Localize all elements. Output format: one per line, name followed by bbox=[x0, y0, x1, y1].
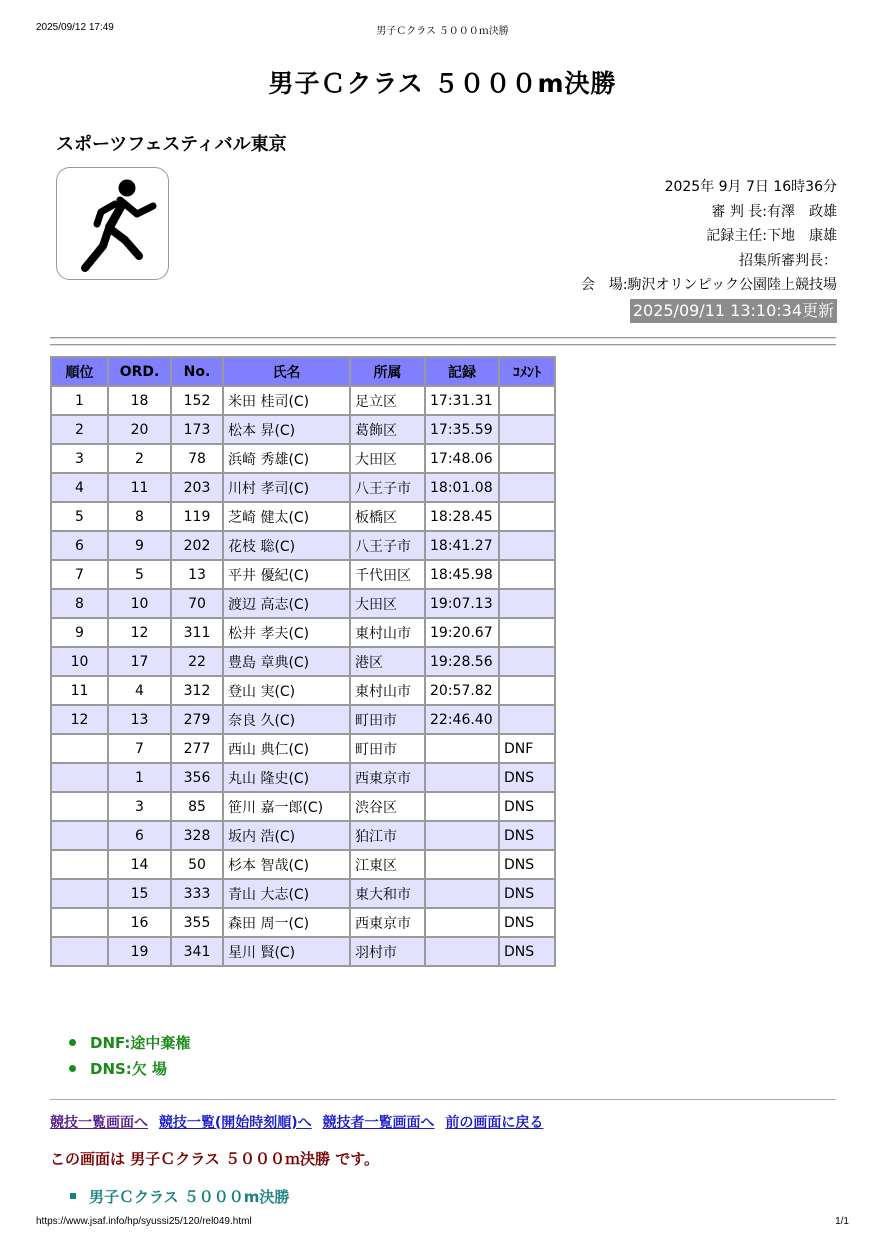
table-row bbox=[51, 560, 555, 589]
name-cell: 豊島 章典(C) bbox=[223, 647, 350, 676]
affiliation-cell: 西東京市 bbox=[350, 908, 425, 937]
bib-cell: 333 bbox=[171, 879, 223, 908]
table-row bbox=[51, 908, 555, 937]
record-cell: 17:48.06 bbox=[425, 444, 499, 473]
affiliation-cell: 八王子市 bbox=[350, 531, 425, 560]
bib-cell: 85 bbox=[171, 792, 223, 821]
record-cell: 19:28.56 bbox=[425, 647, 499, 676]
ord-cell: 14 bbox=[108, 850, 171, 879]
comment-cell: DNS bbox=[499, 879, 555, 908]
table-row bbox=[51, 473, 555, 502]
table-row bbox=[51, 502, 555, 531]
ord-cell: 9 bbox=[108, 531, 171, 560]
rank-cell: 8 bbox=[51, 589, 108, 618]
rank-cell: 1 bbox=[51, 386, 108, 415]
logo bbox=[56, 167, 169, 280]
name-cell: 松井 孝夫(C) bbox=[223, 618, 350, 647]
header-comment: ｺﾒﾝﾄ bbox=[499, 357, 555, 386]
ord-cell: 15 bbox=[108, 879, 171, 908]
bib-cell: 202 bbox=[171, 531, 223, 560]
rank-cell bbox=[51, 821, 108, 850]
rank-cell: 7 bbox=[51, 560, 108, 589]
header-no: No. bbox=[171, 357, 223, 386]
comment-cell bbox=[499, 473, 555, 502]
comment-cell: DNS bbox=[499, 908, 555, 937]
name-cell: 平井 優紀(C) bbox=[223, 560, 350, 589]
record-cell bbox=[425, 850, 499, 879]
results-body bbox=[51, 386, 555, 966]
rank-cell: 6 bbox=[51, 531, 108, 560]
runner-icon bbox=[57, 168, 170, 281]
bib-cell: 311 bbox=[171, 618, 223, 647]
affiliation-cell: 町田市 bbox=[350, 705, 425, 734]
comment-cell bbox=[499, 502, 555, 531]
table-row bbox=[51, 415, 555, 444]
name-cell: 浜崎 秀雄(C) bbox=[223, 444, 350, 473]
name-cell: 杉本 智哉(C) bbox=[223, 850, 350, 879]
affiliation-cell: 東大和市 bbox=[350, 879, 425, 908]
table-row bbox=[51, 589, 555, 618]
print-datetime: 2025/09/12 17:49 bbox=[36, 22, 114, 33]
rank-cell: 4 bbox=[51, 473, 108, 502]
updated-badge: 2025/09/11 13:10:34更新 bbox=[630, 299, 837, 323]
bib-cell: 277 bbox=[171, 734, 223, 763]
ord-cell: 2 bbox=[108, 444, 171, 473]
table-row bbox=[51, 879, 555, 908]
bib-cell: 152 bbox=[171, 386, 223, 415]
comment-cell bbox=[499, 386, 555, 415]
table-row bbox=[51, 734, 555, 763]
comment-cell: DNS bbox=[499, 821, 555, 850]
header-record: 記録 bbox=[425, 357, 499, 386]
meet-name: スポーツフェスティバル東京 bbox=[56, 134, 287, 155]
record-cell: 18:45.98 bbox=[425, 560, 499, 589]
record-cell: 17:31.31 bbox=[425, 386, 499, 415]
meet-info bbox=[581, 175, 837, 324]
ord-cell: 20 bbox=[108, 415, 171, 444]
name-cell: 森田 周一(C) bbox=[223, 908, 350, 937]
rank-cell: 2 bbox=[51, 415, 108, 444]
record-cell bbox=[425, 792, 499, 821]
ord-cell: 19 bbox=[108, 937, 171, 966]
table-header-row bbox=[51, 357, 555, 386]
bib-cell: 13 bbox=[171, 560, 223, 589]
page-title: 男子Ｃクラス ５０００m決勝 bbox=[268, 69, 617, 98]
bib-cell: 312 bbox=[171, 676, 223, 705]
divider bbox=[50, 1099, 836, 1100]
results-table bbox=[50, 356, 556, 967]
bib-cell: 203 bbox=[171, 473, 223, 502]
affiliation-cell: 江東区 bbox=[350, 850, 425, 879]
ord-cell: 10 bbox=[108, 589, 171, 618]
affiliation-cell: 大田区 bbox=[350, 589, 425, 618]
referee: 審 判 長:有澤 政雄 bbox=[711, 203, 837, 220]
ord-cell: 6 bbox=[108, 821, 171, 850]
ord-cell: 8 bbox=[108, 502, 171, 531]
comment-cell: DNS bbox=[499, 937, 555, 966]
legend-list bbox=[60, 1030, 190, 1082]
header-name: 氏名 bbox=[223, 357, 350, 386]
rank-cell: 10 bbox=[51, 647, 108, 676]
legend-dnf: DNF:途中棄権 bbox=[60, 1030, 190, 1056]
nav-links bbox=[50, 1112, 549, 1132]
name-cell: 松本 昇(C) bbox=[223, 415, 350, 444]
affiliation-cell: 千代田区 bbox=[350, 560, 425, 589]
name-cell: 青山 大志(C) bbox=[223, 879, 350, 908]
comment-cell bbox=[499, 444, 555, 473]
record-cell: 18:28.45 bbox=[425, 502, 499, 531]
ord-cell: 17 bbox=[108, 647, 171, 676]
call-referee: 招集所審判長： bbox=[739, 252, 837, 269]
comment-cell bbox=[499, 589, 555, 618]
name-cell: 西山 典仁(C) bbox=[223, 734, 350, 763]
table-row bbox=[51, 386, 555, 415]
affiliation-cell: 港区 bbox=[350, 647, 425, 676]
print-url: https://www.jsaf.info/hp/syussi25/120/rel049.html bbox=[36, 1216, 252, 1227]
print-page: 1/1 bbox=[835, 1216, 849, 1227]
name-cell: 奈良 久(C) bbox=[223, 705, 350, 734]
comment-cell bbox=[499, 618, 555, 647]
name-cell: 登山 実(C) bbox=[223, 676, 350, 705]
record-cell: 22:46.40 bbox=[425, 705, 499, 734]
rank-cell bbox=[51, 734, 108, 763]
record-cell bbox=[425, 734, 499, 763]
rank-cell: 5 bbox=[51, 502, 108, 531]
affiliation-cell: 狛江市 bbox=[350, 821, 425, 850]
name-cell: 川村 孝司(C) bbox=[223, 473, 350, 502]
bib-cell: 328 bbox=[171, 821, 223, 850]
divider bbox=[50, 344, 836, 346]
record-cell bbox=[425, 879, 499, 908]
table-row bbox=[51, 531, 555, 560]
comment-cell bbox=[499, 676, 555, 705]
square-bullet-icon bbox=[70, 1193, 76, 1199]
bib-cell: 50 bbox=[171, 850, 223, 879]
ord-cell: 3 bbox=[108, 792, 171, 821]
ord-cell: 16 bbox=[108, 908, 171, 937]
comment-cell: DNF bbox=[499, 734, 555, 763]
rank-cell: 3 bbox=[51, 444, 108, 473]
ord-cell: 4 bbox=[108, 676, 171, 705]
record-cell bbox=[425, 937, 499, 966]
name-cell: 花枝 聡(C) bbox=[223, 531, 350, 560]
record-cell bbox=[425, 821, 499, 850]
name-cell: 渡辺 高志(C) bbox=[223, 589, 350, 618]
comment-cell: DNS bbox=[499, 850, 555, 879]
affiliation-cell: 町田市 bbox=[350, 734, 425, 763]
sub-item bbox=[70, 1186, 289, 1207]
bib-cell: 356 bbox=[171, 763, 223, 792]
name-cell: 丸山 隆史(C) bbox=[223, 763, 350, 792]
table-row bbox=[51, 705, 555, 734]
ord-cell: 5 bbox=[108, 560, 171, 589]
comment-cell bbox=[499, 560, 555, 589]
rank-cell bbox=[51, 792, 108, 821]
rank-cell bbox=[51, 908, 108, 937]
ord-cell: 1 bbox=[108, 763, 171, 792]
header-ord: ORD. bbox=[108, 357, 171, 386]
affiliation-cell: 羽村市 bbox=[350, 937, 425, 966]
affiliation-cell: 東村山市 bbox=[350, 618, 425, 647]
affiliation-cell: 東村山市 bbox=[350, 676, 425, 705]
bib-cell: 279 bbox=[171, 705, 223, 734]
print-title: 男子Ｃクラス ５０００ｍ決勝 bbox=[376, 26, 509, 37]
comment-cell bbox=[499, 415, 555, 444]
rank-cell bbox=[51, 850, 108, 879]
event-list-link[interactable]: 競技一覧画面へ bbox=[50, 1115, 148, 1131]
rank-cell bbox=[51, 937, 108, 966]
table-row bbox=[51, 850, 555, 879]
sub-item-label: 男子Ｃクラス ５０００m決勝 bbox=[89, 1188, 290, 1206]
recorder: 記録主任:下地 康雄 bbox=[706, 228, 837, 244]
bib-cell: 70 bbox=[171, 589, 223, 618]
affiliation-cell: 足立区 bbox=[350, 386, 425, 415]
comment-cell bbox=[499, 705, 555, 734]
venue: 会 場:駒沢オリンピック公園陸上競技場 bbox=[580, 277, 837, 293]
name-cell: 笹川 嘉一郎(C) bbox=[223, 792, 350, 821]
ord-cell: 12 bbox=[108, 618, 171, 647]
page-notice: この画面は 男子Ｃクラス ５０００ｍ決勝 です。 bbox=[50, 1150, 380, 1168]
record-cell: 20:57.82 bbox=[425, 676, 499, 705]
bib-cell: 119 bbox=[171, 502, 223, 531]
affiliation-cell: 大田区 bbox=[350, 444, 425, 473]
back-link[interactable]: 前の画面に戻る bbox=[445, 1115, 544, 1131]
affiliation-cell: 葛飾区 bbox=[350, 415, 425, 444]
athlete-list-link[interactable]: 競技者一覧画面へ bbox=[322, 1115, 435, 1131]
affiliation-cell: 渋谷区 bbox=[350, 792, 425, 821]
event-list-by-time-link[interactable]: 競技一覧(開始時刻順)へ bbox=[158, 1115, 312, 1131]
bib-cell: 22 bbox=[171, 647, 223, 676]
name-cell: 星川 賢(C) bbox=[223, 937, 350, 966]
table-row bbox=[51, 792, 555, 821]
legend-dns: DNS:欠 場 bbox=[60, 1056, 190, 1082]
header-rank: 順位 bbox=[51, 357, 108, 386]
ord-cell: 13 bbox=[108, 705, 171, 734]
record-cell: 18:01.08 bbox=[425, 473, 499, 502]
bib-cell: 355 bbox=[171, 908, 223, 937]
rank-cell: 9 bbox=[51, 618, 108, 647]
record-cell bbox=[425, 763, 499, 792]
table-row bbox=[51, 821, 555, 850]
comment-cell: DNS bbox=[499, 792, 555, 821]
table-row bbox=[51, 937, 555, 966]
rank-cell bbox=[51, 879, 108, 908]
table-row bbox=[51, 647, 555, 676]
affiliation-cell: 西東京市 bbox=[350, 763, 425, 792]
rank-cell: 12 bbox=[51, 705, 108, 734]
bib-cell: 173 bbox=[171, 415, 223, 444]
comment-cell bbox=[499, 647, 555, 676]
comment-cell: DNS bbox=[499, 763, 555, 792]
table-row bbox=[51, 444, 555, 473]
table-row bbox=[51, 676, 555, 705]
table-row bbox=[51, 763, 555, 792]
ord-cell: 18 bbox=[108, 386, 171, 415]
bib-cell: 341 bbox=[171, 937, 223, 966]
record-cell bbox=[425, 908, 499, 937]
name-cell: 坂内 浩(C) bbox=[223, 821, 350, 850]
bib-cell: 78 bbox=[171, 444, 223, 473]
race-datetime: 2025年 9月 7日 16時36分 bbox=[664, 179, 837, 195]
record-cell: 17:35.59 bbox=[425, 415, 499, 444]
table-row bbox=[51, 618, 555, 647]
affiliation-cell: 八王子市 bbox=[350, 473, 425, 502]
record-cell: 19:20.67 bbox=[425, 618, 499, 647]
comment-cell bbox=[499, 531, 555, 560]
record-cell: 19:07.13 bbox=[425, 589, 499, 618]
name-cell: 米田 桂司(C) bbox=[223, 386, 350, 415]
ord-cell: 7 bbox=[108, 734, 171, 763]
rank-cell: 11 bbox=[51, 676, 108, 705]
affiliation-cell: 板橋区 bbox=[350, 502, 425, 531]
name-cell: 芝崎 健太(C) bbox=[223, 502, 350, 531]
record-cell: 18:41.27 bbox=[425, 531, 499, 560]
rank-cell bbox=[51, 763, 108, 792]
header-affiliation: 所属 bbox=[350, 357, 425, 386]
ord-cell: 11 bbox=[108, 473, 171, 502]
divider bbox=[50, 337, 836, 339]
